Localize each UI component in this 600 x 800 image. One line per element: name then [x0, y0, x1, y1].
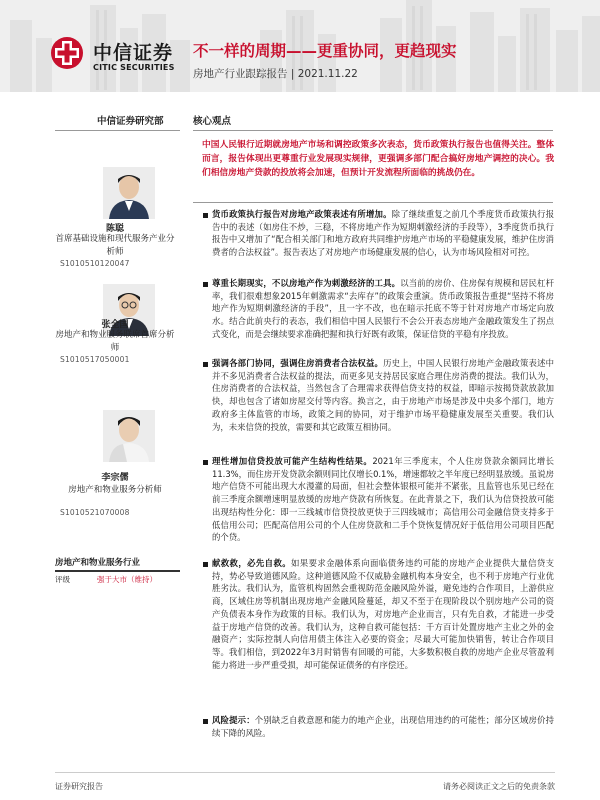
analyst-license: S1010521070008: [60, 508, 130, 517]
analyst-name: 张全国: [101, 320, 129, 330]
bullet-lead: 尊重长期现实，不以房地产作为刺激经济的工具。: [212, 278, 401, 288]
summary-text: 中国人民银行近期就房地产市场和调控政策多次表态，货币政策执行报告也值得关注。整体而言，报告体现出更尊重行业发展现实规律，更强调多部门配合搞好房地产调控的决心。我们相信房地产贷款的投放将会加速，但预计开发流程所面临的挑战仍在。: [202, 140, 554, 178]
bullet-square-icon: [203, 362, 208, 367]
right-divider: [193, 130, 553, 131]
report-subtitle: 房地产行业跟踪报告 | 2021.11.22: [193, 68, 358, 80]
bullet-text: 以当前的房价、住房保有规模和居民杠杆率，我们很难想象2015年刺激需求“去库存”的政策会重演。货币政策报告重提“坚持不将房地产作为短期刺激经济的手段”，且一字不改，也在暗示托底不等于针对房地产市场定向放水。结合此前央行的表态，我们相信中国人民银行不会公开表态房地产金融政策发生了拐点式变化，而是会继续要求准确把握和执行好既有政策，保证信贷的平稳有序投放。: [212, 278, 555, 339]
bullet-text: 个别缺乏自救意愿和能力的地产企业，出现信用违约的可能性；部分区域房价持续下降的风险。: [212, 715, 555, 738]
analyst-role: 首席基础设施和现代服务产业分析师: [55, 234, 175, 257]
bullet-text: 历史上，中国人民银行房地产金融政策表述中并不多见消费者合法权益的提法，而更多见支持居民家庭合理住房消费的提法。我们认为，住房消费者的合法权益，当然包含了合理需求获得信贷支持的权益，即暗示按揭贷款放款加快，却也包含了诸如房屋交付等内容。换言之，由于房地产市场是涉及中央多个部门，地方政府多主体监管的市场，政策之间的协同，对于维护市场平稳健康发展至关重要。我们认为，未来信贷的投放，需要和其它政策互相协同。: [212, 358, 555, 432]
analyst-name: 李宗儒: [101, 473, 129, 483]
bullet-lead: 献救救，必先自救。: [212, 558, 292, 568]
analyst-photo-avatar: [103, 167, 155, 219]
analyst-photo-avatar: [103, 410, 155, 462]
rating-industry: 房地产和物业服务行业: [55, 558, 141, 568]
bullet-square-icon: [203, 719, 208, 724]
bullet-square-icon: [203, 282, 208, 287]
research-dept-title: 中信证券研究部: [97, 116, 164, 127]
analyst-name: 陈聪: [105, 224, 124, 234]
analyst-license: S1010510120047: [60, 259, 130, 268]
bullet-paragraph: [212, 455, 554, 544]
bullet-paragraph: [212, 357, 554, 433]
bullet-text: 除了继续重复之前几个季度货币政策执行报告中的表述（如房住不炒，三稳，不将房地产作为短期刺激经济的手段等），3季度货币执行报告中又增加了“配合相关部门和地方政府共同维护房地产市场的平稳健康发展，维护住房消费者的合法权益”。报告表达了对房地产市场健康发展的信心，认为市场风险相对可控。: [212, 209, 555, 258]
rating-value: 强于大市（维持）: [97, 575, 157, 584]
bullet-square-icon: [203, 213, 208, 218]
footer-divider: [55, 772, 555, 773]
footer-label: 证券研究报告: [55, 782, 103, 791]
report-header: [0, 0, 600, 92]
analyst-license: S1010517050001: [60, 355, 130, 364]
report-title: 不一样的周期——更重协同，更趋现实: [193, 42, 457, 60]
bullet-paragraph: [212, 208, 554, 259]
bullet-paragraph: [212, 557, 554, 671]
rating-label: 评级: [55, 575, 70, 584]
bullet-lead: 理性增加信贷投放可能产生结构性结果。: [212, 456, 373, 466]
brand-name-cn: 中信证券: [93, 42, 174, 64]
footer-disclaimer: 请务必阅读正文之后的免责条款: [443, 782, 555, 791]
bullet-text: 2021年三季度末，个人住房贷款余额同比增长11.3%，而住房开发贷款余额则同比仅增长0.1%，增速都较之半年度已经明显放缓。虽说房地产信贷不可能出现大水漫灌的局面，但社会整体银根可能并不紧张，且监管也乐见已经在前三季度余额增速明显放缓的房地产贷款有所恢复。在此背景之下，我们认为信贷投放可能出现结构性分化：即一三线城市信贷投放更快于三四线城市；高信用公司金融信贷支持多于低信用公司；匹配高信用公司的个人住房贷款和二手个贷恢复情况好于低信用公司项目匹配的个贷。: [212, 456, 555, 543]
left-divider: [55, 130, 180, 131]
bullet-lead: 强调各部门协同，强调住房消费者合法权益。: [212, 358, 384, 368]
bullet-square-icon: [203, 460, 208, 465]
rating-divider: [55, 570, 180, 572]
brand-name-en: CITIC SECURITIES: [93, 63, 175, 72]
bullet-lead: 风险提示：: [212, 715, 255, 725]
bullet-paragraph: [212, 277, 554, 341]
analyst-role: 房地产和物业服务联席首席分析师: [55, 330, 175, 353]
summary-divider: [193, 202, 553, 203]
bullet-lead: 货币政策执行报告对房地产政策表述有所增加。: [212, 209, 392, 219]
citic-logo-icon: [50, 36, 84, 70]
analyst-role: 房地产和物业服务分析师: [68, 485, 162, 495]
core-views-title: 核心观点: [193, 116, 232, 127]
bullet-text: 如果要求金融体系向面临债务违约可能的房地产企业提供大量信贷支持，势必导致道德风险。这种道德风险不仅威胁金融机构本身安全，也不利于房地产行业优胜劣汰。我们认为，监管机构固然会重视防范金融风险外溢，避免违约合作项目，上游供应商，区域住房等机制出现房地产金融风险蔓延，却又不至于在现阶段以个别房地产公司的资产负债表本身作为政策的目标。我们认为，对房地产企业而言，只有先自救，才能进一步受益于房地产信贷的改善。我们认为，这种自救可能包括：千方百计处置房地产主业之外的金融资产；实际控制人向信用债主体注入必要的资金；尽最大可能加快销售，转让合作项目等。我们相信，到2022年3月时销售有回暖的可能，大多数积极自救的房地产企业尽管盈利能力将进一步严重受损，却可能保证债务的有序偿还。: [212, 558, 555, 670]
bullet-square-icon: [203, 562, 208, 567]
bullet-paragraph: [212, 714, 554, 739]
